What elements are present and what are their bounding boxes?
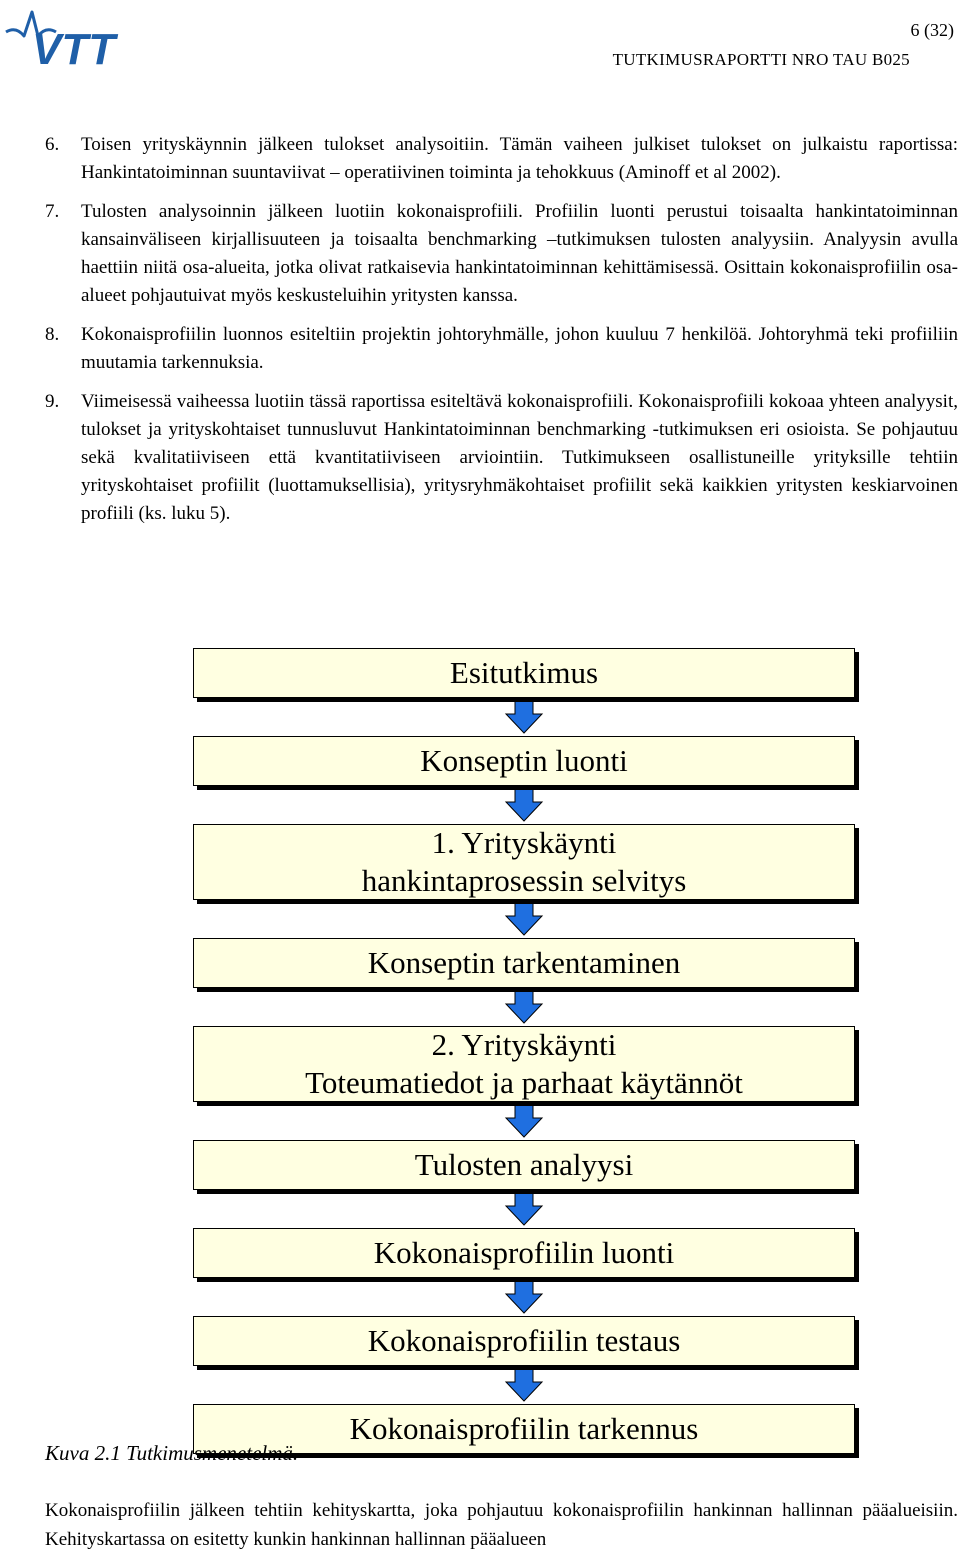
flow-arrow: [193, 988, 855, 1026]
flow-step-label: 1. Yrityskäynti: [431, 825, 617, 860]
flow-arrow: [193, 1102, 855, 1140]
figure-caption: Kuva 2.1 Tutkimusmenetelmä.: [45, 1441, 299, 1465]
flow-arrow: [193, 698, 855, 736]
flow-step-kokonaisprofiilin-luonti: [193, 1228, 855, 1278]
method-steps-list: [45, 131, 958, 539]
flow-step-label: Konseptin tarkentaminen: [367, 945, 681, 980]
flow-step-label: Kokonaisprofiilin testaus: [367, 1323, 681, 1358]
flow-step-label: Esitutkimus: [449, 655, 599, 690]
flow-step-sublabel: hankintaprosessin selvitys: [361, 863, 687, 898]
page-number: 6 (32): [910, 20, 954, 40]
flow-step-label: 2. Yrityskäynti: [431, 1027, 617, 1062]
flow-step-label: Kokonaisprofiilin luonti: [373, 1235, 675, 1270]
list-item-text: Kokonaisprofiilin luonnos esiteltiin projektin johtoryhmälle, johon kuuluu 7 henkilöä. Johtoryhmä teki profiiliin muutamia tarkennuksia.: [81, 324, 958, 373]
flow-step-konseptin-tarkentaminen: [193, 938, 855, 988]
flow-arrow: [193, 1278, 855, 1316]
flow-arrow: [193, 786, 855, 824]
list-item-text: Viimeisessä vaiheessa luotiin tässä raportissa esiteltävä kokonaisprofiili. Kokonaisprofiili kokoaa yhteen analyysit, tulokset ja yrityskohtaiset tunnusluvut Hankintatoiminnan benchmarking -tutkimuksen eri osioista. Se pohjautuu sekä kvalitatiiviseen että kvantitatiiviseen arviointiin. Tutkimukseen osallistuneille yrityksille tehtiin yrityskohtaiset profiilit (luottamuksellisia), yritysryhmäkohtaiset profiilit sekä kaikkien yritysten keskiarvoinen profiili (ks. luku 5).: [81, 391, 958, 524]
flow-arrow: [193, 900, 855, 938]
flow-step-tulosten-analyysi: [193, 1140, 855, 1190]
research-method-flowchart: [193, 648, 855, 1454]
list-item-number: 8.: [45, 324, 60, 345]
list-item-number: 7.: [45, 201, 60, 222]
list-item: [45, 131, 958, 187]
list-item: [45, 388, 958, 528]
flow-step-esitutkimus: [193, 648, 855, 698]
flow-step-label: Kokonaisprofiilin tarkennus: [349, 1411, 699, 1446]
flow-step-konseptin-luonti: [193, 736, 855, 786]
flow-arrow: [193, 1190, 855, 1228]
flow-step-label: Tulosten analyysi: [414, 1147, 634, 1182]
list-item: [45, 198, 958, 310]
flow-step-kokonaisprofiilin-testaus: [193, 1316, 855, 1366]
logo-text: VTT: [32, 25, 116, 68]
flow-step-sublabel: Toteumatiedot ja parhaat käytännöt: [305, 1065, 743, 1100]
report-id: TUTKIMUSRAPORTTI NRO TAU B025: [612, 50, 910, 69]
flow-step-yrityskaynti-1: [193, 824, 855, 900]
list-item-text: Tulosten analysoinnin jälkeen luotiin kokonaisprofiili. Profiilin luonti perustui toisaalta hankintatoiminnan kansainväliseen kirjallisuuteen ja toisaalta benchmarking –tutkimuksen tulosten analyysiin. Analyysin avulla haettiin niitä osa-alueita, jotka olivat ratkaisevia hankintatoiminnan kehittämisessä. Osittain kokonaisprofiilin osa-alueet pohjautuivat myös keskusteluihin yritysten kanssa.: [81, 201, 958, 306]
flow-arrow: [193, 1366, 855, 1404]
vtt-logo: [2, 6, 162, 68]
body-paragraph: Kokonaisprofiilin jälkeen tehtiin kehityskartta, joka pohjautuu kokonaisprofiilin hankinnan hallinnan pääalueisiin. Kehityskartassa on esitetty kunkin hankinnan hallinnan pääalueen: [45, 1500, 958, 1550]
list-item-number: 9.: [45, 391, 60, 412]
list-item-number: 6.: [45, 134, 60, 155]
vtt-logo-graphic: [2, 6, 162, 68]
list-item: [45, 321, 958, 377]
list-item-text: Toisen yrityskäynnin jälkeen tulokset analysoitiin. Tämän vaiheen julkiset tulokset on julkaistu raportissa: Hankintatoiminnan suuntaviivat – operatiivinen toiminta ja tehokkuus (Aminoff et al 2002).: [81, 134, 958, 183]
flow-step-label: Konseptin luonti: [420, 743, 628, 778]
flow-step-yrityskaynti-2: [193, 1026, 855, 1102]
